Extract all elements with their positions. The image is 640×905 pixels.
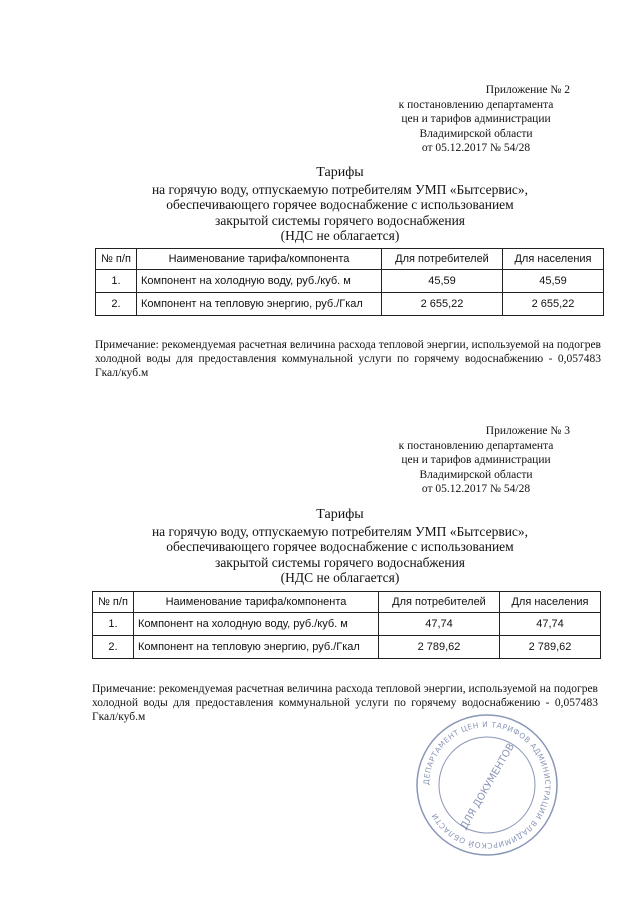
vat-note: (НДС не облагается) bbox=[280, 570, 400, 585]
row-number: 2. bbox=[93, 636, 134, 659]
tariff-title-1 bbox=[60, 165, 620, 244]
appendix-line: к постановлению департамента bbox=[398, 439, 554, 452]
col-header-number: № п/п bbox=[93, 592, 134, 613]
row-value-consumers: 45,59 bbox=[382, 270, 503, 293]
subtitle-line: на горячую воду, отпускаемую потребителям УМП «Бытсервис», bbox=[151, 523, 529, 539]
col-header-name: Наименование тарифа/компонента bbox=[134, 592, 379, 613]
official-stamp bbox=[412, 710, 562, 860]
row-number: 1. bbox=[96, 270, 137, 293]
row-value-consumers: 47,74 bbox=[379, 613, 500, 636]
tariff-table-2 bbox=[92, 591, 601, 659]
row-name: Компонент на холодную воду, руб./куб. м bbox=[137, 270, 382, 293]
table-header-row bbox=[93, 592, 601, 613]
appendix-header-2 bbox=[376, 424, 576, 497]
note-2: Примечание: рекомендуемая расчетная величина расхода тепловой энергии, используемой на подогрев холодной воды для предоставления коммунальной услуги по горячему водоснабжению - 0,057483 Гкал/куб.м bbox=[92, 683, 598, 723]
row-value-population: 2 655,22 bbox=[503, 293, 604, 316]
appendix-date: от 05.12.2017 № 54/28 bbox=[421, 483, 531, 495]
col-header-consumers: Для потребителей bbox=[382, 249, 503, 270]
row-number: 2. bbox=[96, 293, 137, 316]
row-value-population: 45,59 bbox=[503, 270, 604, 293]
row-value-population: 2 789,62 bbox=[500, 636, 601, 659]
row-number: 1. bbox=[93, 613, 134, 636]
appendix-line: к постановлению департамента bbox=[398, 98, 554, 111]
appendix-number: Приложение № 2 bbox=[485, 84, 570, 96]
appendix-header-1 bbox=[376, 83, 576, 156]
appendix-line: Владимирской области bbox=[419, 468, 533, 481]
row-value-consumers: 2 789,62 bbox=[379, 636, 500, 659]
col-header-name: Наименование тарифа/компонента bbox=[137, 249, 382, 270]
row-value-population: 47,74 bbox=[500, 613, 601, 636]
table-row bbox=[96, 270, 604, 293]
subtitle-line: обеспечивающего горячее водоснабжение с использованием bbox=[166, 197, 514, 212]
subtitle-line: закрытой системы горячего водоснабжения bbox=[214, 554, 466, 570]
vat-note: (НДС не облагается) bbox=[280, 228, 400, 243]
appendix-number: Приложение № 3 bbox=[485, 425, 570, 437]
col-header-population: Для населения bbox=[500, 592, 601, 613]
tariff-title-2 bbox=[60, 507, 620, 586]
row-name: Компонент на тепловую энергию, руб./Гкал bbox=[137, 293, 382, 316]
appendix-date: от 05.12.2017 № 54/28 bbox=[421, 142, 531, 154]
row-name: Компонент на холодную воду, руб./куб. м bbox=[134, 613, 379, 636]
note-1: Примечание: рекомендуемая расчетная величина расхода тепловой энергии, используемой на подогрев холодной воды для предоставления коммунальной услуги по горячему водоснабжению - 0,057483 Гкал/куб.м bbox=[95, 339, 601, 379]
stamp-center-text: ДЛЯ ДОКУМЕНТОВ bbox=[458, 741, 518, 832]
table-row bbox=[93, 613, 601, 636]
col-header-consumers: Для потребителей bbox=[379, 592, 500, 613]
appendix-line: Владимирской области bbox=[419, 127, 533, 140]
subtitle-line: закрытой системы горячего водоснабжения bbox=[214, 212, 466, 228]
table-header-row bbox=[96, 249, 604, 270]
row-value-consumers: 2 655,22 bbox=[382, 293, 503, 316]
appendix-line: цен и тарифов администрации bbox=[401, 113, 551, 125]
document-title: Тарифы bbox=[316, 507, 364, 522]
tariff-table-1 bbox=[95, 248, 604, 316]
subtitle-line: на горячую воду, отпускаемую потребителям УМП «Бытсервис», bbox=[151, 181, 529, 197]
subtitle-line: обеспечивающего горячее водоснабжение с использованием bbox=[166, 539, 514, 554]
stamp-ring-text: ДЕПАРТАМЕНТ ЦЕН И ТАРИФОВ АДМИНИСТРАЦИИ ВЛАДИМИРСКОЙ ОБЛАСТИ bbox=[421, 719, 553, 851]
table-row bbox=[93, 636, 601, 659]
col-header-number: № п/п bbox=[96, 249, 137, 270]
row-name: Компонент на тепловую энергию, руб./Гкал bbox=[134, 636, 379, 659]
col-header-population: Для населения bbox=[503, 249, 604, 270]
table-row bbox=[96, 293, 604, 316]
document-title: Тарифы bbox=[316, 165, 364, 180]
appendix-line: цен и тарифов администрации bbox=[401, 454, 551, 466]
